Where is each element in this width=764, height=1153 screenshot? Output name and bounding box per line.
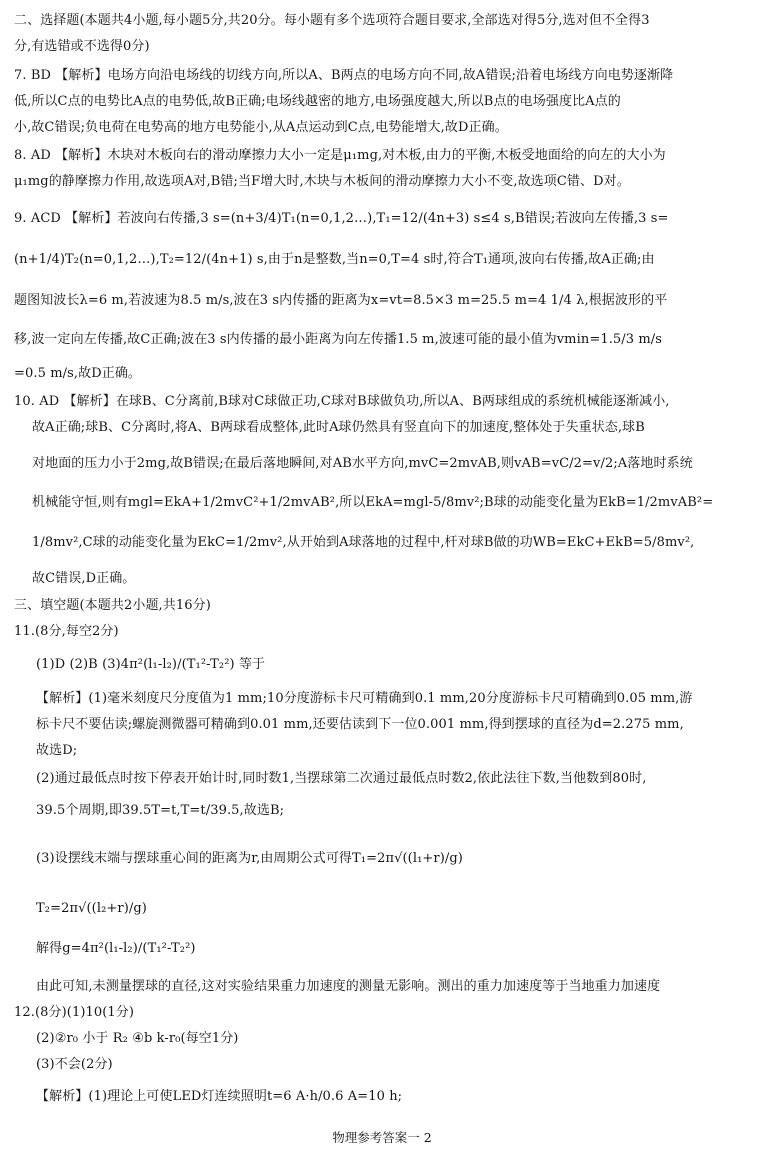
text-line-l21: (1)D (2)B (3)4π²(l₁-l₂)/(T₁²-T₂²) 等于 <box>36 657 266 672</box>
text-line-l01: 二、选择题(本题共4小题,每小题5分,共20分。每小题有多个选项符合题目要求,全部选对得5分,选对但不全得3 <box>14 13 650 28</box>
text-line-l25: (2)通过最低点时按下停表开始计时,同时数1,当摆球第二次通过最低点时数2,依此法往下数,当他数到80时, <box>36 771 647 786</box>
text-line-l33: (3)不会(2分) <box>36 1057 113 1072</box>
text-line-l22: 【解析】(1)毫米刻度尺分度值为1 mm;10分度游标卡尺可精确到0.1 mm,20分度游标卡尺可精确到0.05 mm,游 <box>36 691 693 706</box>
text-line-l12: =0.5 m/s,故D正确。 <box>14 366 142 381</box>
text-line-l04: 低,所以C点的电势比A点的电势低,故B正确;电场线越密的地方,电场强度越大,所以B点的电场强度比A点的 <box>14 94 621 109</box>
text-line-l09: (n+1/4)T₂(n=0,1,2…),T₂=12/(4n+1) s,由于n是整数,当n=0,T=4 s时,符合T₁通项,波向右传播,故A正确;由 <box>14 252 655 267</box>
text-line-l23: 标卡尺不要估读;螺旋测微器可精确到0.01 mm,还要估读到下一位0.001 mm,得到摆球的直径为d=2.275 mm, <box>36 717 684 732</box>
text-line-l07: μ₁mg的静摩擦力作用,故选项A对,B错;当F增大时,木块与木板间的滑动摩擦力大小不变,故选项C错、D对。 <box>14 174 630 189</box>
text-line-l24: 故选D; <box>36 743 78 758</box>
text-line-l14: 故A正确;球B、C分离时,将A、B两球看成整体,此时A球仍然具有竖直向下的加速度,整体处于失重状态,球B <box>32 420 645 435</box>
text-line-l32: (2)②r₀ 小于 R₂ ④b k-r₀(每空1分) <box>36 1031 239 1046</box>
text-line-l03: 7. BD 【解析】电场方向沿电场线的切线方向,所以A、B两点的电场方向不同,故A错误;沿着电场线方向电势逐渐降 <box>14 68 674 83</box>
text-line-l34: 【解析】(1)理论上可使LED灯连续照明t=6 A·h/0.6 A=10 h; <box>36 1089 403 1104</box>
text-line-l30: 由此可知,未测量摆球的直径,这对实验结果重力加速度的测量无影响。测出的重力加速度等于当地重力加速度 <box>36 979 661 994</box>
text-line-l02: 分,有选错或不选得0分) <box>14 39 150 54</box>
text-line-l17: 1/8mv²,C球的动能变化量为EkC=1/2mv²,从开始到A球落地的过程中,杆对球B做的功WB=EkC+EkB=5/8mv², <box>32 535 695 550</box>
text-line-l20: 11.(8分,每空2分) <box>14 624 119 639</box>
text-line-l31: 12.(8分)(1)10(1分) <box>14 1005 135 1020</box>
text-line-l18: 故C错误,D正确。 <box>32 571 136 586</box>
page-footer: 物理参考答案一 2 <box>332 1130 432 1145</box>
text-line-l16: 机械能守恒,则有mgl=EkA+1/2mvC²+1/2mvAB²,所以EkA=mgl-5/8mv²;B球的动能变化量为EkB=1/2mvAB²= <box>32 495 714 510</box>
text-line-l10: 题图知波长λ=6 m,若波速为8.5 m/s,波在3 s内传播的距离为x=vt=8.5×3 m=25.5 m=4 1/4 λ,根据波形的平 <box>14 293 668 308</box>
text-line-l26: 39.5个周期,即39.5T=t,T=t/39.5,故选B; <box>36 803 285 818</box>
text-line-l13: 10. AD 【解析】在球B、C分离前,B球对C球做正功,C球对B球做负功,所以A、B两球组成的系统机械能逐渐减小, <box>14 394 670 409</box>
text-line-l19: 三、填空题(本题共2小题,共16分) <box>14 598 211 613</box>
text-line-l29: 解得g=4π²(l₁-l₂)/(T₁²-T₂²) <box>36 941 196 956</box>
text-line-l28: T₂=2π√((l₂+r)/g) <box>36 901 147 916</box>
text-line-l15: 对地面的压力小于2mg,故B错误;在最后落地瞬间,对AB水平方向,mvC=2mvAB,则vAB=vC/2=v/2;A落地时系统 <box>32 456 693 471</box>
text-line-l11: 移,波一定向左传播,故C正确;波在3 s内传播的最小距离为向左传播1.5 m,波速可能的最小值为vmin=1.5/3 m/s <box>14 332 663 347</box>
text-line-l06: 8. AD 【解析】木块对木板向右的滑动摩擦力大小一定是μ₁mg,对木板,由力的平衡,木板受地面给的向左的大小为 <box>14 148 666 163</box>
text-line-l08: 9. ACD 【解析】若波向右传播,3 s=(n+3/4)T₁(n=0,1,2…),T₁=12/(4n+3) s≤4 s,B错误;若波向左传播,3 s= <box>14 211 669 226</box>
text-line-l05: 小,故C错误;负电荷在电势高的地方电势能小,从A点运动到C点,电势能增大,故D正确。 <box>14 120 508 135</box>
text-line-l27: (3)设摆线末端与摆球重心间的距离为r,由周期公式可得T₁=2π√((l₁+r)/g) <box>36 851 463 866</box>
